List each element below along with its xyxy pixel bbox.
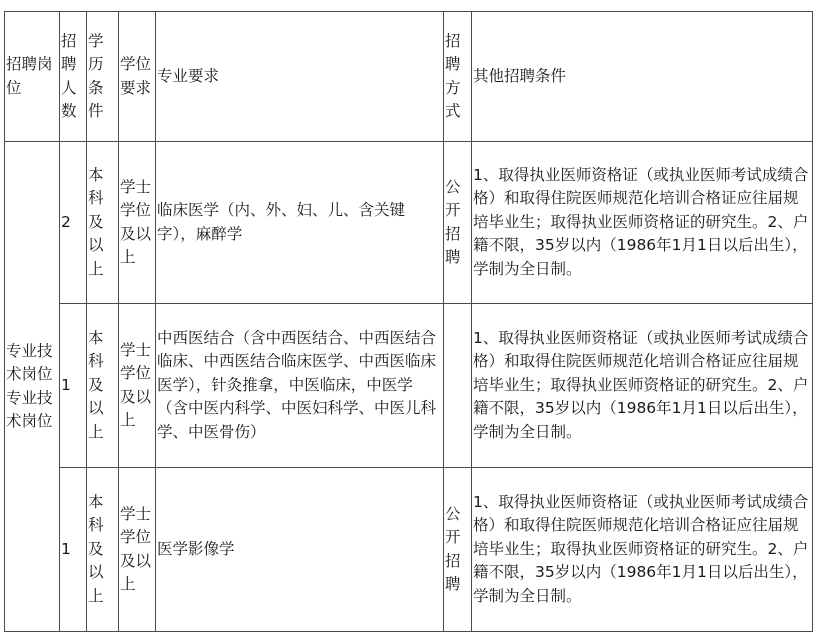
recruitment-table — [4, 11, 813, 632]
conditions-cell: 1、取得执业医师资格证（或执业医师考试成绩合格）和取得住院医师规范化培训合格证应往届规培毕业生；取得执业医师资格证的研究生。2、户籍不限，35岁以内（1986年1月1日以后出生），学制为全日制。 — [472, 304, 813, 468]
conditions-cell: 1、取得执业医师资格证（或执业医师考试成绩合格）和取得住院医师规范化培训合格证应往届规培毕业生；取得执业医师资格证的研究生。2、户籍不限，35岁以内（1986年1月1日以后出生），学制为全日制。 — [472, 468, 813, 632]
major-cell: 临床医学（内、外、妇、儿、含关键字），麻醉学 — [156, 142, 444, 304]
position-cell: 专业技术岗位专业技术岗位 — [5, 142, 60, 632]
header-education: 学历条件 — [87, 12, 119, 142]
method-cell: 公开招聘 — [444, 468, 472, 632]
header-position: 招聘岗位 — [5, 12, 60, 142]
table-row — [5, 142, 813, 304]
header-count: 招聘人数 — [60, 12, 87, 142]
degree-cell: 学士学位及以上 — [119, 142, 156, 304]
table-row — [5, 304, 813, 468]
conditions-cell: 1、取得执业医师资格证（或执业医师考试成绩合格）和取得住院医师规范化培训合格证应往届规培毕业生；取得执业医师资格证的研究生。2、户籍不限，35岁以内（1986年1月1日以后出生），学制为全日制。 — [472, 142, 813, 304]
method-cell — [444, 304, 472, 468]
method-cell: 公开招聘 — [444, 142, 472, 304]
education-cell: 本科及以上 — [87, 142, 119, 304]
education-cell: 本科及以上 — [87, 304, 119, 468]
header-conditions: 其他招聘条件 — [472, 12, 813, 142]
header-degree: 学位要求 — [119, 12, 156, 142]
education-cell: 本科及以上 — [87, 468, 119, 632]
header-method: 招聘方式 — [444, 12, 472, 142]
degree-cell: 学士学位及以上 — [119, 468, 156, 632]
degree-cell: 学士学位及以上 — [119, 304, 156, 468]
count-cell: 2 — [60, 142, 87, 304]
major-cell: 中西医结合（含中西医结合、中西医结合临床、中西医结合临床医学、中西医临床医学），针灸推拿，中医临床，中医学（含中医内科学、中医妇科学、中医儿科学、中医骨伤） — [156, 304, 444, 468]
header-major: 专业要求 — [156, 12, 444, 142]
header-row — [5, 12, 813, 142]
count-cell: 1 — [60, 304, 87, 468]
count-cell: 1 — [60, 468, 87, 632]
major-cell: 医学影像学 — [156, 468, 444, 632]
table-row — [5, 468, 813, 632]
